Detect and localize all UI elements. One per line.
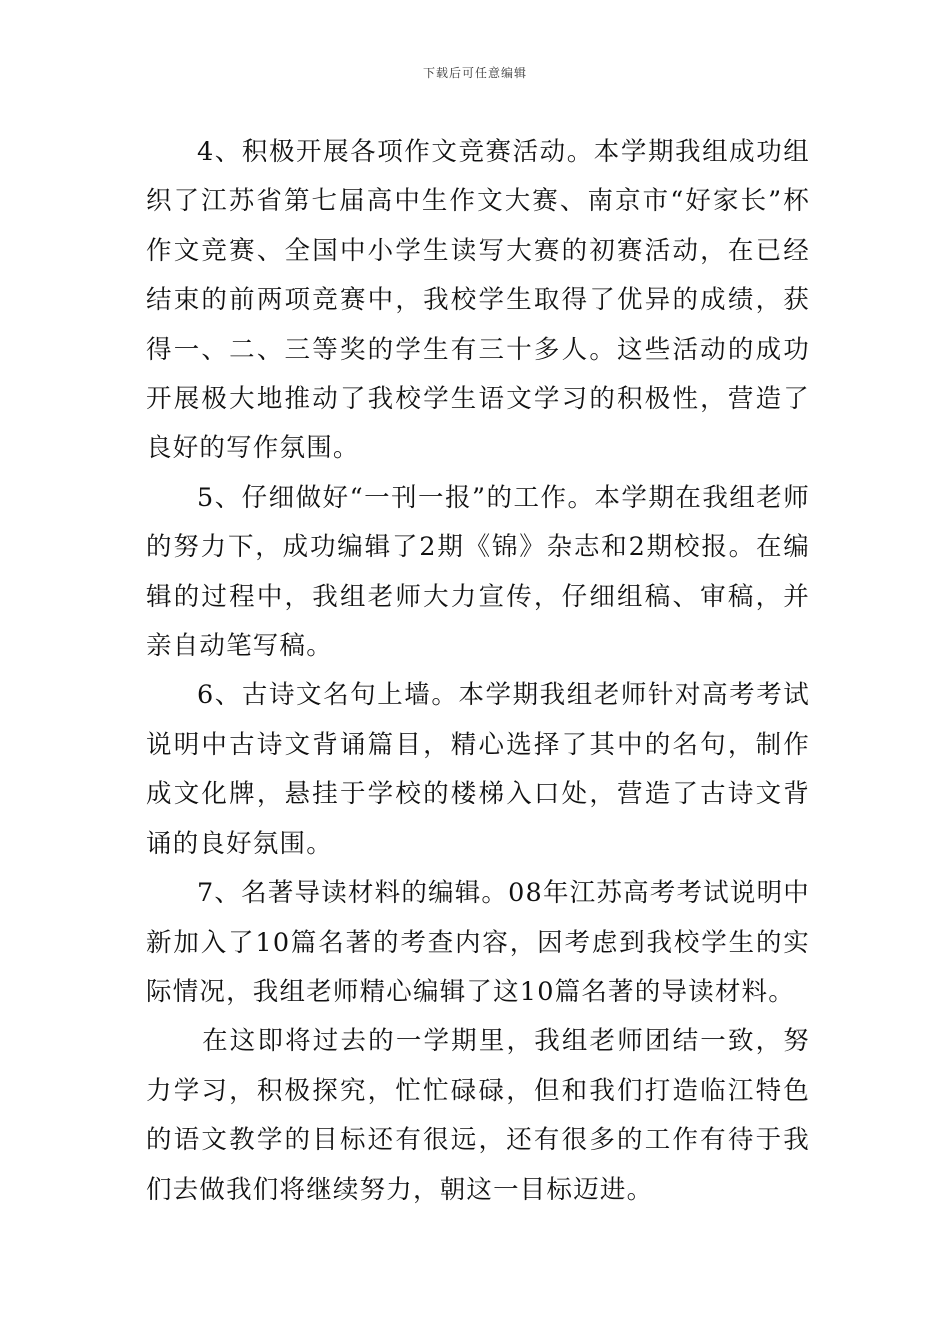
paragraph-essay-competitions: 4、积极开展各项作文竞赛活动。本学期我组成功组织了江苏省第七届高中生作文大赛、南京市“好家长”杯作文竞赛、全国中小学生读写大赛的初赛活动，在已经结束的前两项竞赛中，我校学生取得了优异的成绩，获得一、二、三等奖的学生有三十多人。这些活动的成功开展极大地推动了我校学生语文学习的积极性，营造了良好的写作氛围。 <box>146 137 810 464</box>
paragraph-closing-summary: 在这即将过去的一学期里，我组老师团结一致，努力学习，积极探究，忙忙碌碌，但和我们打造临江特色的语文教学的目标还有很远，还有很多的工作有待于我们去做我们将继续努力，朝这一目标迈进。 <box>146 1026 810 1205</box>
paragraph-classic-reading-guide: 7、名著导读材料的编辑。08年江苏高考考试说明中新加入了10篇名著的考查内容，因考虑到我校学生的实际情况，我组老师精心编辑了这10篇名著的导读材料。 <box>146 878 810 1007</box>
paragraph-journal-and-newspaper: 5、仔细做好“一刊一报”的工作。本学期在我组老师的努力下，成功编辑了2期《锦》杂志和2期校报。在编辑的过程中，我组老师大力宣传，仔细组稿、审稿，并亲自动笔写稿。 <box>146 482 810 662</box>
page-header: 下载后可任意编辑 <box>422 66 527 80</box>
paragraph-classical-poetry-wall: 6、古诗文名句上墙。本学期我组老师针对高考考试说明中古诗文背诵篇目，精心选择了其中的名句，制作成文化牌，悬挂于学校的楼梯入口处，营造了古诗文背诵的良好氛围。 <box>146 680 810 859</box>
document-body <box>146 128 810 1215</box>
